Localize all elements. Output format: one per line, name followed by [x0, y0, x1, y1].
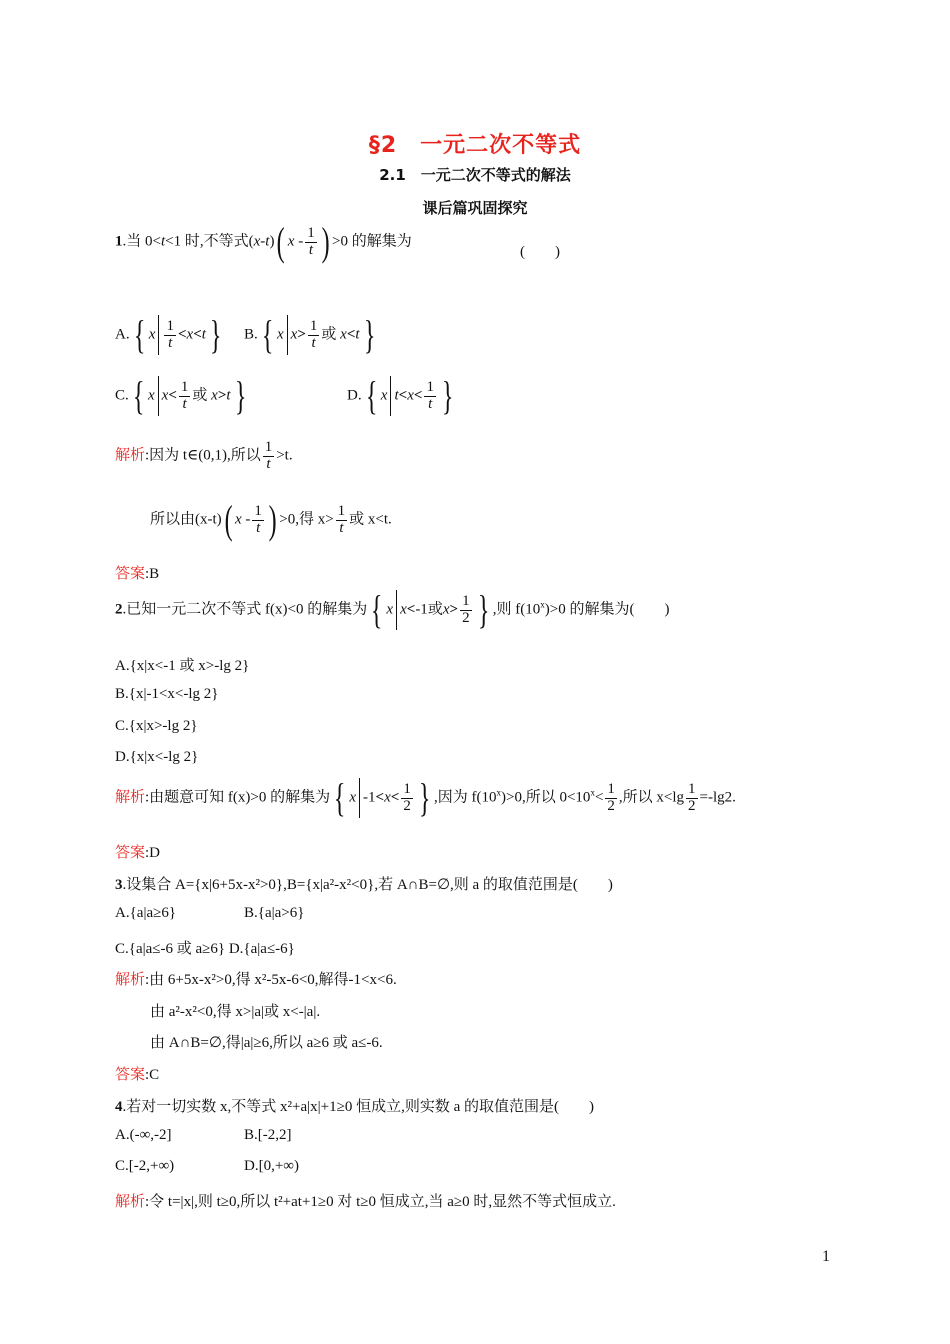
q1-analysis-line1: 解析:因为 t∈(0,1),所以 $\frac{1}{t}$ >t. [115, 439, 293, 472]
q4-option-b: B.[-2,2] [244, 1127, 292, 1143]
q4-option-a: A.(-∞,-2] [115, 1127, 172, 1143]
q1-option-a: A.{ x $\frac{1}{t}$ <x<t} [115, 312, 222, 357]
fraction: $\frac{1}{t}$ [307, 224, 315, 258]
q2-option-b: B.{x|-1<x<-lg 2} [115, 686, 219, 702]
q2-stem: 2.已知一元二次不等式 f(x)<0 的解集为{ x x<-1或x> $\frac{1}{2}$ } ,则 $f(10^x)>0$ 的解集为( ) [115, 587, 670, 632]
q2-answer: 答案:D [115, 843, 161, 861]
q1-option-d: D.{ x t<x< $\frac{1}{t}$ } [347, 373, 454, 418]
section-title: 2.1 一元二次不等式的解法 [379, 166, 571, 184]
q1-stem: 1.当 0<t<1 时,不等式(x-t)( x - $\frac{1}{t}$ ) >0 的解集为 [115, 219, 412, 264]
q4-stem: 4.若对一切实数 x,不等式 x²+a|x|+1≥0 恒成立,则实数 a 的取值范围是( ) [115, 1099, 594, 1115]
divider-bar [158, 315, 159, 355]
q1-answer: 答案:B [115, 564, 160, 582]
q3-options-cd: C.{a|a≤-6 或 a≥6} D.{a|a≤-6} [115, 941, 295, 957]
q4-analysis: 解析:令 t=|x|,则 t≥0,所以 t²+at+1≥0 对 t≥0 恒成立,当 a≥0 时,显然不等式恒成立. [115, 1192, 616, 1210]
q2-analysis: 解析:由题意可知 f(x)>0 的解集为{ x -1<x< $\frac{1}{2}$ } ,因为 $f(10^x)>0$,所以 $0<10^x<$ $\frac{1}{2}$ ,所以 x<lg $\frac{1}{2}$ =-lg2. [115, 775, 736, 820]
q1-option-c: C.{ x x< $\frac{1}{t}$ 或 x>t} [115, 373, 246, 418]
subtitle: 课后篇巩固探究 [422, 199, 528, 217]
q3-analysis-line3: 由 A∩B=∅,得|a|≥6,所以 a≥6 或 a≤-6. [150, 1035, 383, 1051]
q3-answer: 答案:C [115, 1065, 160, 1083]
page-number: 1 [822, 1248, 830, 1265]
page-title: §2 一元二次不等式 [368, 133, 582, 158]
q3-option-a: A.{a|a≥6} [115, 905, 177, 921]
q2-option-d: D.{x|x<-lg 2} [115, 749, 199, 765]
q3-option-b: B.{a|a>6} [244, 905, 305, 921]
q1-analysis-line2: 所以由(x-t)( x - $\frac{1}{t}$ ) >0,得 x> $\frac{1}{t}$ 或 x<t. [150, 497, 392, 542]
q1-blank: ( ) [520, 244, 560, 260]
q2-option-c: C.{x|x>-lg 2} [115, 718, 198, 734]
q3-stem: 3.设集合 A={x|6+5x-x²>0},B={x|a²-x²<0},若 A∩B=∅,则 a 的取值范围是( ) [115, 877, 613, 893]
q1-option-b: B.{ x x> $\frac{1}{t}$ 或 x<t} [244, 312, 375, 357]
q4-option-c: C.[-2,+∞) [115, 1158, 175, 1174]
q3-analysis-line1: 解析:由 6+5x-x²>0,得 x²-5x-6<0,解得-1<x<6. [115, 970, 397, 988]
q3-analysis-line2: 由 a²-x²<0,得 x>|a|或 x<-|a|. [150, 1004, 321, 1020]
q2-option-a: A.{x|x<-1 或 x>-lg 2} [115, 658, 250, 674]
q4-option-d: D.[0,+∞) [244, 1158, 299, 1174]
